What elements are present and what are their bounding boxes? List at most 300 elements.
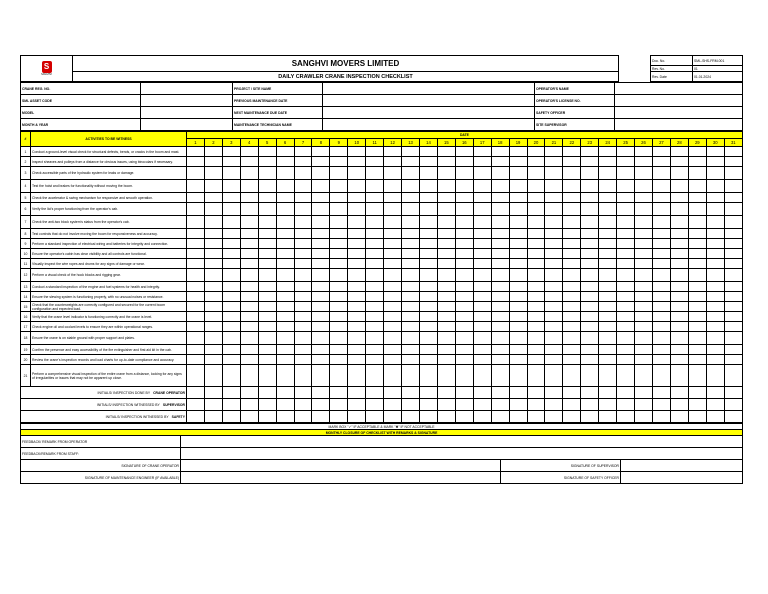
- check-box[interactable]: [527, 249, 545, 259]
- initials-box[interactable]: [635, 387, 653, 399]
- check-box[interactable]: [312, 332, 330, 345]
- check-box[interactable]: [652, 332, 670, 345]
- check-box[interactable]: [348, 203, 366, 216]
- check-box[interactable]: [366, 332, 384, 345]
- check-box[interactable]: [545, 203, 563, 216]
- check-box[interactable]: [545, 239, 563, 249]
- check-box[interactable]: [724, 355, 742, 365]
- check-box[interactable]: [187, 147, 205, 157]
- check-box[interactable]: [491, 345, 509, 355]
- check-box[interactable]: [276, 203, 294, 216]
- info-value-field[interactable]: [141, 83, 233, 95]
- check-box[interactable]: [581, 322, 599, 332]
- check-box[interactable]: [509, 147, 527, 157]
- check-box[interactable]: [384, 312, 402, 322]
- initials-box[interactable]: [706, 387, 724, 399]
- check-box[interactable]: [312, 167, 330, 180]
- initials-box[interactable]: [670, 387, 688, 399]
- check-box[interactable]: [258, 322, 276, 332]
- check-box[interactable]: [563, 157, 581, 167]
- check-box[interactable]: [437, 147, 455, 157]
- check-box[interactable]: [670, 203, 688, 216]
- check-box[interactable]: [706, 147, 724, 157]
- check-box[interactable]: [706, 322, 724, 332]
- check-box[interactable]: [527, 282, 545, 292]
- check-box[interactable]: [384, 157, 402, 167]
- check-box[interactable]: [706, 193, 724, 203]
- check-box[interactable]: [652, 365, 670, 387]
- check-box[interactable]: [419, 345, 437, 355]
- initials-box[interactable]: [419, 387, 437, 399]
- check-box[interactable]: [652, 282, 670, 292]
- check-box[interactable]: [312, 193, 330, 203]
- check-box[interactable]: [402, 269, 420, 282]
- check-box[interactable]: [204, 269, 222, 282]
- check-box[interactable]: [419, 239, 437, 249]
- check-box[interactable]: [563, 345, 581, 355]
- check-box[interactable]: [688, 259, 706, 269]
- check-box[interactable]: [437, 239, 455, 249]
- check-box[interactable]: [670, 345, 688, 355]
- check-box[interactable]: [527, 193, 545, 203]
- check-box[interactable]: [366, 157, 384, 167]
- initials-box[interactable]: [240, 411, 258, 423]
- check-box[interactable]: [222, 322, 240, 332]
- check-box[interactable]: [635, 312, 653, 322]
- check-box[interactable]: [706, 332, 724, 345]
- check-box[interactable]: [402, 345, 420, 355]
- check-box[interactable]: [635, 365, 653, 387]
- check-box[interactable]: [509, 259, 527, 269]
- check-box[interactable]: [545, 282, 563, 292]
- check-box[interactable]: [455, 249, 473, 259]
- check-box[interactable]: [455, 322, 473, 332]
- check-box[interactable]: [509, 355, 527, 365]
- check-box[interactable]: [491, 365, 509, 387]
- check-box[interactable]: [437, 355, 455, 365]
- check-box[interactable]: [688, 147, 706, 157]
- check-box[interactable]: [527, 239, 545, 249]
- check-box[interactable]: [617, 239, 635, 249]
- check-box[interactable]: [240, 216, 258, 229]
- check-box[interactable]: [617, 302, 635, 312]
- check-box[interactable]: [222, 312, 240, 322]
- check-box[interactable]: [348, 147, 366, 157]
- check-box[interactable]: [688, 216, 706, 229]
- initials-box[interactable]: [563, 387, 581, 399]
- check-box[interactable]: [187, 229, 205, 239]
- check-box[interactable]: [204, 332, 222, 345]
- check-box[interactable]: [330, 345, 348, 355]
- check-box[interactable]: [204, 312, 222, 322]
- check-box[interactable]: [617, 229, 635, 239]
- check-box[interactable]: [455, 239, 473, 249]
- check-box[interactable]: [419, 282, 437, 292]
- check-box[interactable]: [635, 167, 653, 180]
- check-box[interactable]: [187, 312, 205, 322]
- check-box[interactable]: [276, 157, 294, 167]
- check-box[interactable]: [402, 203, 420, 216]
- check-box[interactable]: [617, 345, 635, 355]
- check-box[interactable]: [384, 259, 402, 269]
- check-box[interactable]: [222, 345, 240, 355]
- check-box[interactable]: [706, 157, 724, 167]
- initials-box[interactable]: [348, 411, 366, 423]
- check-box[interactable]: [204, 203, 222, 216]
- check-box[interactable]: [258, 167, 276, 180]
- check-box[interactable]: [545, 249, 563, 259]
- initials-box[interactable]: [652, 399, 670, 411]
- check-box[interactable]: [724, 157, 742, 167]
- initials-box[interactable]: [473, 387, 491, 399]
- check-box[interactable]: [635, 332, 653, 345]
- initials-box[interactable]: [545, 411, 563, 423]
- check-box[interactable]: [599, 147, 617, 157]
- check-box[interactable]: [652, 322, 670, 332]
- check-box[interactable]: [599, 239, 617, 249]
- check-box[interactable]: [581, 203, 599, 216]
- check-box[interactable]: [258, 312, 276, 322]
- check-box[interactable]: [724, 312, 742, 322]
- check-box[interactable]: [724, 229, 742, 239]
- info-value-field[interactable]: [323, 107, 535, 119]
- check-box[interactable]: [384, 355, 402, 365]
- check-box[interactable]: [204, 180, 222, 193]
- check-box[interactable]: [635, 302, 653, 312]
- check-box[interactable]: [258, 157, 276, 167]
- check-box[interactable]: [312, 157, 330, 167]
- check-box[interactable]: [384, 249, 402, 259]
- check-box[interactable]: [617, 269, 635, 282]
- check-box[interactable]: [384, 167, 402, 180]
- check-box[interactable]: [419, 259, 437, 269]
- check-box[interactable]: [491, 193, 509, 203]
- info-value-field[interactable]: [141, 95, 233, 107]
- check-box[interactable]: [258, 259, 276, 269]
- check-box[interactable]: [491, 322, 509, 332]
- check-box[interactable]: [670, 302, 688, 312]
- check-box[interactable]: [635, 193, 653, 203]
- check-box[interactable]: [402, 302, 420, 312]
- check-box[interactable]: [419, 167, 437, 180]
- initials-box[interactable]: [652, 387, 670, 399]
- check-box[interactable]: [724, 345, 742, 355]
- check-box[interactable]: [652, 239, 670, 249]
- check-box[interactable]: [706, 216, 724, 229]
- check-box[interactable]: [473, 282, 491, 292]
- check-box[interactable]: [635, 180, 653, 193]
- check-box[interactable]: [240, 147, 258, 157]
- check-box[interactable]: [187, 203, 205, 216]
- check-box[interactable]: [204, 322, 222, 332]
- check-box[interactable]: [581, 282, 599, 292]
- check-box[interactable]: [437, 365, 455, 387]
- check-box[interactable]: [706, 269, 724, 282]
- check-box[interactable]: [706, 229, 724, 239]
- check-box[interactable]: [545, 157, 563, 167]
- check-box[interactable]: [437, 229, 455, 239]
- check-box[interactable]: [276, 332, 294, 345]
- check-box[interactable]: [294, 180, 312, 193]
- check-box[interactable]: [240, 259, 258, 269]
- initials-box[interactable]: [455, 387, 473, 399]
- check-box[interactable]: [240, 203, 258, 216]
- check-box[interactable]: [204, 167, 222, 180]
- check-box[interactable]: [455, 292, 473, 302]
- check-box[interactable]: [545, 365, 563, 387]
- check-box[interactable]: [384, 203, 402, 216]
- check-box[interactable]: [509, 167, 527, 180]
- check-box[interactable]: [670, 167, 688, 180]
- check-box[interactable]: [527, 269, 545, 282]
- check-box[interactable]: [491, 167, 509, 180]
- check-box[interactable]: [581, 193, 599, 203]
- check-box[interactable]: [384, 322, 402, 332]
- check-box[interactable]: [222, 147, 240, 157]
- check-box[interactable]: [204, 229, 222, 239]
- check-box[interactable]: [706, 259, 724, 269]
- check-box[interactable]: [366, 345, 384, 355]
- initials-box[interactable]: [455, 399, 473, 411]
- check-box[interactable]: [563, 167, 581, 180]
- check-box[interactable]: [509, 239, 527, 249]
- initials-box[interactable]: [348, 399, 366, 411]
- check-box[interactable]: [491, 157, 509, 167]
- check-box[interactable]: [222, 203, 240, 216]
- check-box[interactable]: [617, 180, 635, 193]
- check-box[interactable]: [509, 157, 527, 167]
- check-box[interactable]: [204, 216, 222, 229]
- check-box[interactable]: [563, 269, 581, 282]
- check-box[interactable]: [330, 193, 348, 203]
- check-box[interactable]: [294, 312, 312, 322]
- check-box[interactable]: [419, 180, 437, 193]
- check-box[interactable]: [437, 203, 455, 216]
- check-box[interactable]: [509, 249, 527, 259]
- check-box[interactable]: [617, 332, 635, 345]
- check-box[interactable]: [187, 249, 205, 259]
- initials-box[interactable]: [473, 411, 491, 423]
- check-box[interactable]: [599, 302, 617, 312]
- check-box[interactable]: [419, 193, 437, 203]
- check-box[interactable]: [670, 193, 688, 203]
- check-box[interactable]: [222, 157, 240, 167]
- initials-box[interactable]: [670, 399, 688, 411]
- check-box[interactable]: [187, 322, 205, 332]
- check-box[interactable]: [527, 259, 545, 269]
- check-box[interactable]: [348, 355, 366, 365]
- check-box[interactable]: [348, 292, 366, 302]
- check-box[interactable]: [294, 365, 312, 387]
- check-box[interactable]: [635, 292, 653, 302]
- check-box[interactable]: [366, 269, 384, 282]
- check-box[interactable]: [258, 249, 276, 259]
- initials-box[interactable]: [276, 399, 294, 411]
- initials-box[interactable]: [581, 399, 599, 411]
- initials-box[interactable]: [402, 399, 420, 411]
- initials-box[interactable]: [276, 387, 294, 399]
- info-value-field[interactable]: [323, 83, 535, 95]
- check-box[interactable]: [724, 239, 742, 249]
- check-box[interactable]: [527, 312, 545, 322]
- check-box[interactable]: [527, 203, 545, 216]
- initials-box[interactable]: [187, 387, 205, 399]
- check-box[interactable]: [688, 365, 706, 387]
- initials-box[interactable]: [204, 399, 222, 411]
- check-box[interactable]: [330, 147, 348, 157]
- check-box[interactable]: [706, 203, 724, 216]
- check-box[interactable]: [384, 282, 402, 292]
- check-box[interactable]: [706, 167, 724, 180]
- check-box[interactable]: [312, 282, 330, 292]
- check-box[interactable]: [330, 216, 348, 229]
- check-box[interactable]: [509, 345, 527, 355]
- check-box[interactable]: [419, 302, 437, 312]
- check-box[interactable]: [545, 345, 563, 355]
- check-box[interactable]: [581, 292, 599, 302]
- check-box[interactable]: [491, 332, 509, 345]
- check-box[interactable]: [473, 203, 491, 216]
- check-box[interactable]: [688, 180, 706, 193]
- check-box[interactable]: [312, 239, 330, 249]
- check-box[interactable]: [724, 249, 742, 259]
- initials-box[interactable]: [437, 387, 455, 399]
- check-box[interactable]: [187, 216, 205, 229]
- check-box[interactable]: [348, 180, 366, 193]
- check-box[interactable]: [348, 345, 366, 355]
- check-box[interactable]: [276, 365, 294, 387]
- check-box[interactable]: [491, 239, 509, 249]
- check-box[interactable]: [670, 147, 688, 157]
- initials-box[interactable]: [599, 399, 617, 411]
- initials-box[interactable]: [455, 411, 473, 423]
- check-box[interactable]: [563, 292, 581, 302]
- check-box[interactable]: [545, 312, 563, 322]
- check-box[interactable]: [330, 365, 348, 387]
- check-box[interactable]: [402, 312, 420, 322]
- check-box[interactable]: [509, 365, 527, 387]
- check-box[interactable]: [599, 365, 617, 387]
- check-box[interactable]: [419, 332, 437, 345]
- check-box[interactable]: [419, 147, 437, 157]
- check-box[interactable]: [599, 312, 617, 322]
- check-box[interactable]: [473, 332, 491, 345]
- check-box[interactable]: [366, 216, 384, 229]
- check-box[interactable]: [545, 332, 563, 345]
- initials-box[interactable]: [527, 411, 545, 423]
- check-box[interactable]: [294, 292, 312, 302]
- check-box[interactable]: [258, 332, 276, 345]
- check-box[interactable]: [652, 193, 670, 203]
- check-box[interactable]: [222, 259, 240, 269]
- check-box[interactable]: [276, 180, 294, 193]
- check-box[interactable]: [312, 302, 330, 312]
- check-box[interactable]: [276, 239, 294, 249]
- check-box[interactable]: [509, 203, 527, 216]
- check-box[interactable]: [222, 180, 240, 193]
- check-box[interactable]: [527, 355, 545, 365]
- check-box[interactable]: [563, 355, 581, 365]
- check-box[interactable]: [670, 292, 688, 302]
- check-box[interactable]: [688, 229, 706, 239]
- check-box[interactable]: [688, 193, 706, 203]
- check-box[interactable]: [635, 249, 653, 259]
- check-box[interactable]: [473, 365, 491, 387]
- info-value-field[interactable]: [615, 83, 743, 95]
- check-box[interactable]: [652, 345, 670, 355]
- check-box[interactable]: [635, 282, 653, 292]
- signature-field-right[interactable]: [621, 472, 743, 484]
- feedback-field[interactable]: [181, 436, 743, 448]
- check-box[interactable]: [294, 322, 312, 332]
- check-box[interactable]: [599, 332, 617, 345]
- check-box[interactable]: [581, 269, 599, 282]
- initials-box[interactable]: [384, 387, 402, 399]
- initials-box[interactable]: [706, 399, 724, 411]
- check-box[interactable]: [187, 345, 205, 355]
- feedback-field[interactable]: [181, 448, 743, 460]
- check-box[interactable]: [670, 269, 688, 282]
- check-box[interactable]: [437, 269, 455, 282]
- initials-box[interactable]: [330, 399, 348, 411]
- check-box[interactable]: [258, 239, 276, 249]
- initials-box[interactable]: [724, 399, 742, 411]
- check-box[interactable]: [545, 229, 563, 239]
- check-box[interactable]: [312, 355, 330, 365]
- check-box[interactable]: [563, 216, 581, 229]
- check-box[interactable]: [348, 229, 366, 239]
- check-box[interactable]: [240, 180, 258, 193]
- check-box[interactable]: [635, 322, 653, 332]
- check-box[interactable]: [581, 365, 599, 387]
- check-box[interactable]: [348, 302, 366, 312]
- initials-box[interactable]: [491, 399, 509, 411]
- check-box[interactable]: [545, 322, 563, 332]
- check-box[interactable]: [455, 282, 473, 292]
- check-box[interactable]: [581, 332, 599, 345]
- check-box[interactable]: [402, 365, 420, 387]
- check-box[interactable]: [670, 282, 688, 292]
- check-box[interactable]: [491, 282, 509, 292]
- check-box[interactable]: [670, 259, 688, 269]
- check-box[interactable]: [563, 229, 581, 239]
- initials-box[interactable]: [240, 387, 258, 399]
- check-box[interactable]: [330, 239, 348, 249]
- check-box[interactable]: [670, 365, 688, 387]
- check-box[interactable]: [402, 157, 420, 167]
- check-box[interactable]: [222, 282, 240, 292]
- check-box[interactable]: [455, 345, 473, 355]
- initials-box[interactable]: [563, 411, 581, 423]
- initials-box[interactable]: [617, 399, 635, 411]
- check-box[interactable]: [330, 180, 348, 193]
- check-box[interactable]: [455, 269, 473, 282]
- check-box[interactable]: [348, 167, 366, 180]
- check-box[interactable]: [402, 193, 420, 203]
- check-box[interactable]: [635, 229, 653, 239]
- check-box[interactable]: [312, 322, 330, 332]
- check-box[interactable]: [706, 249, 724, 259]
- check-box[interactable]: [617, 157, 635, 167]
- check-box[interactable]: [455, 332, 473, 345]
- check-box[interactable]: [222, 292, 240, 302]
- check-box[interactable]: [527, 345, 545, 355]
- check-box[interactable]: [724, 269, 742, 282]
- initials-box[interactable]: [491, 387, 509, 399]
- check-box[interactable]: [384, 147, 402, 157]
- check-box[interactable]: [348, 157, 366, 167]
- check-box[interactable]: [384, 229, 402, 239]
